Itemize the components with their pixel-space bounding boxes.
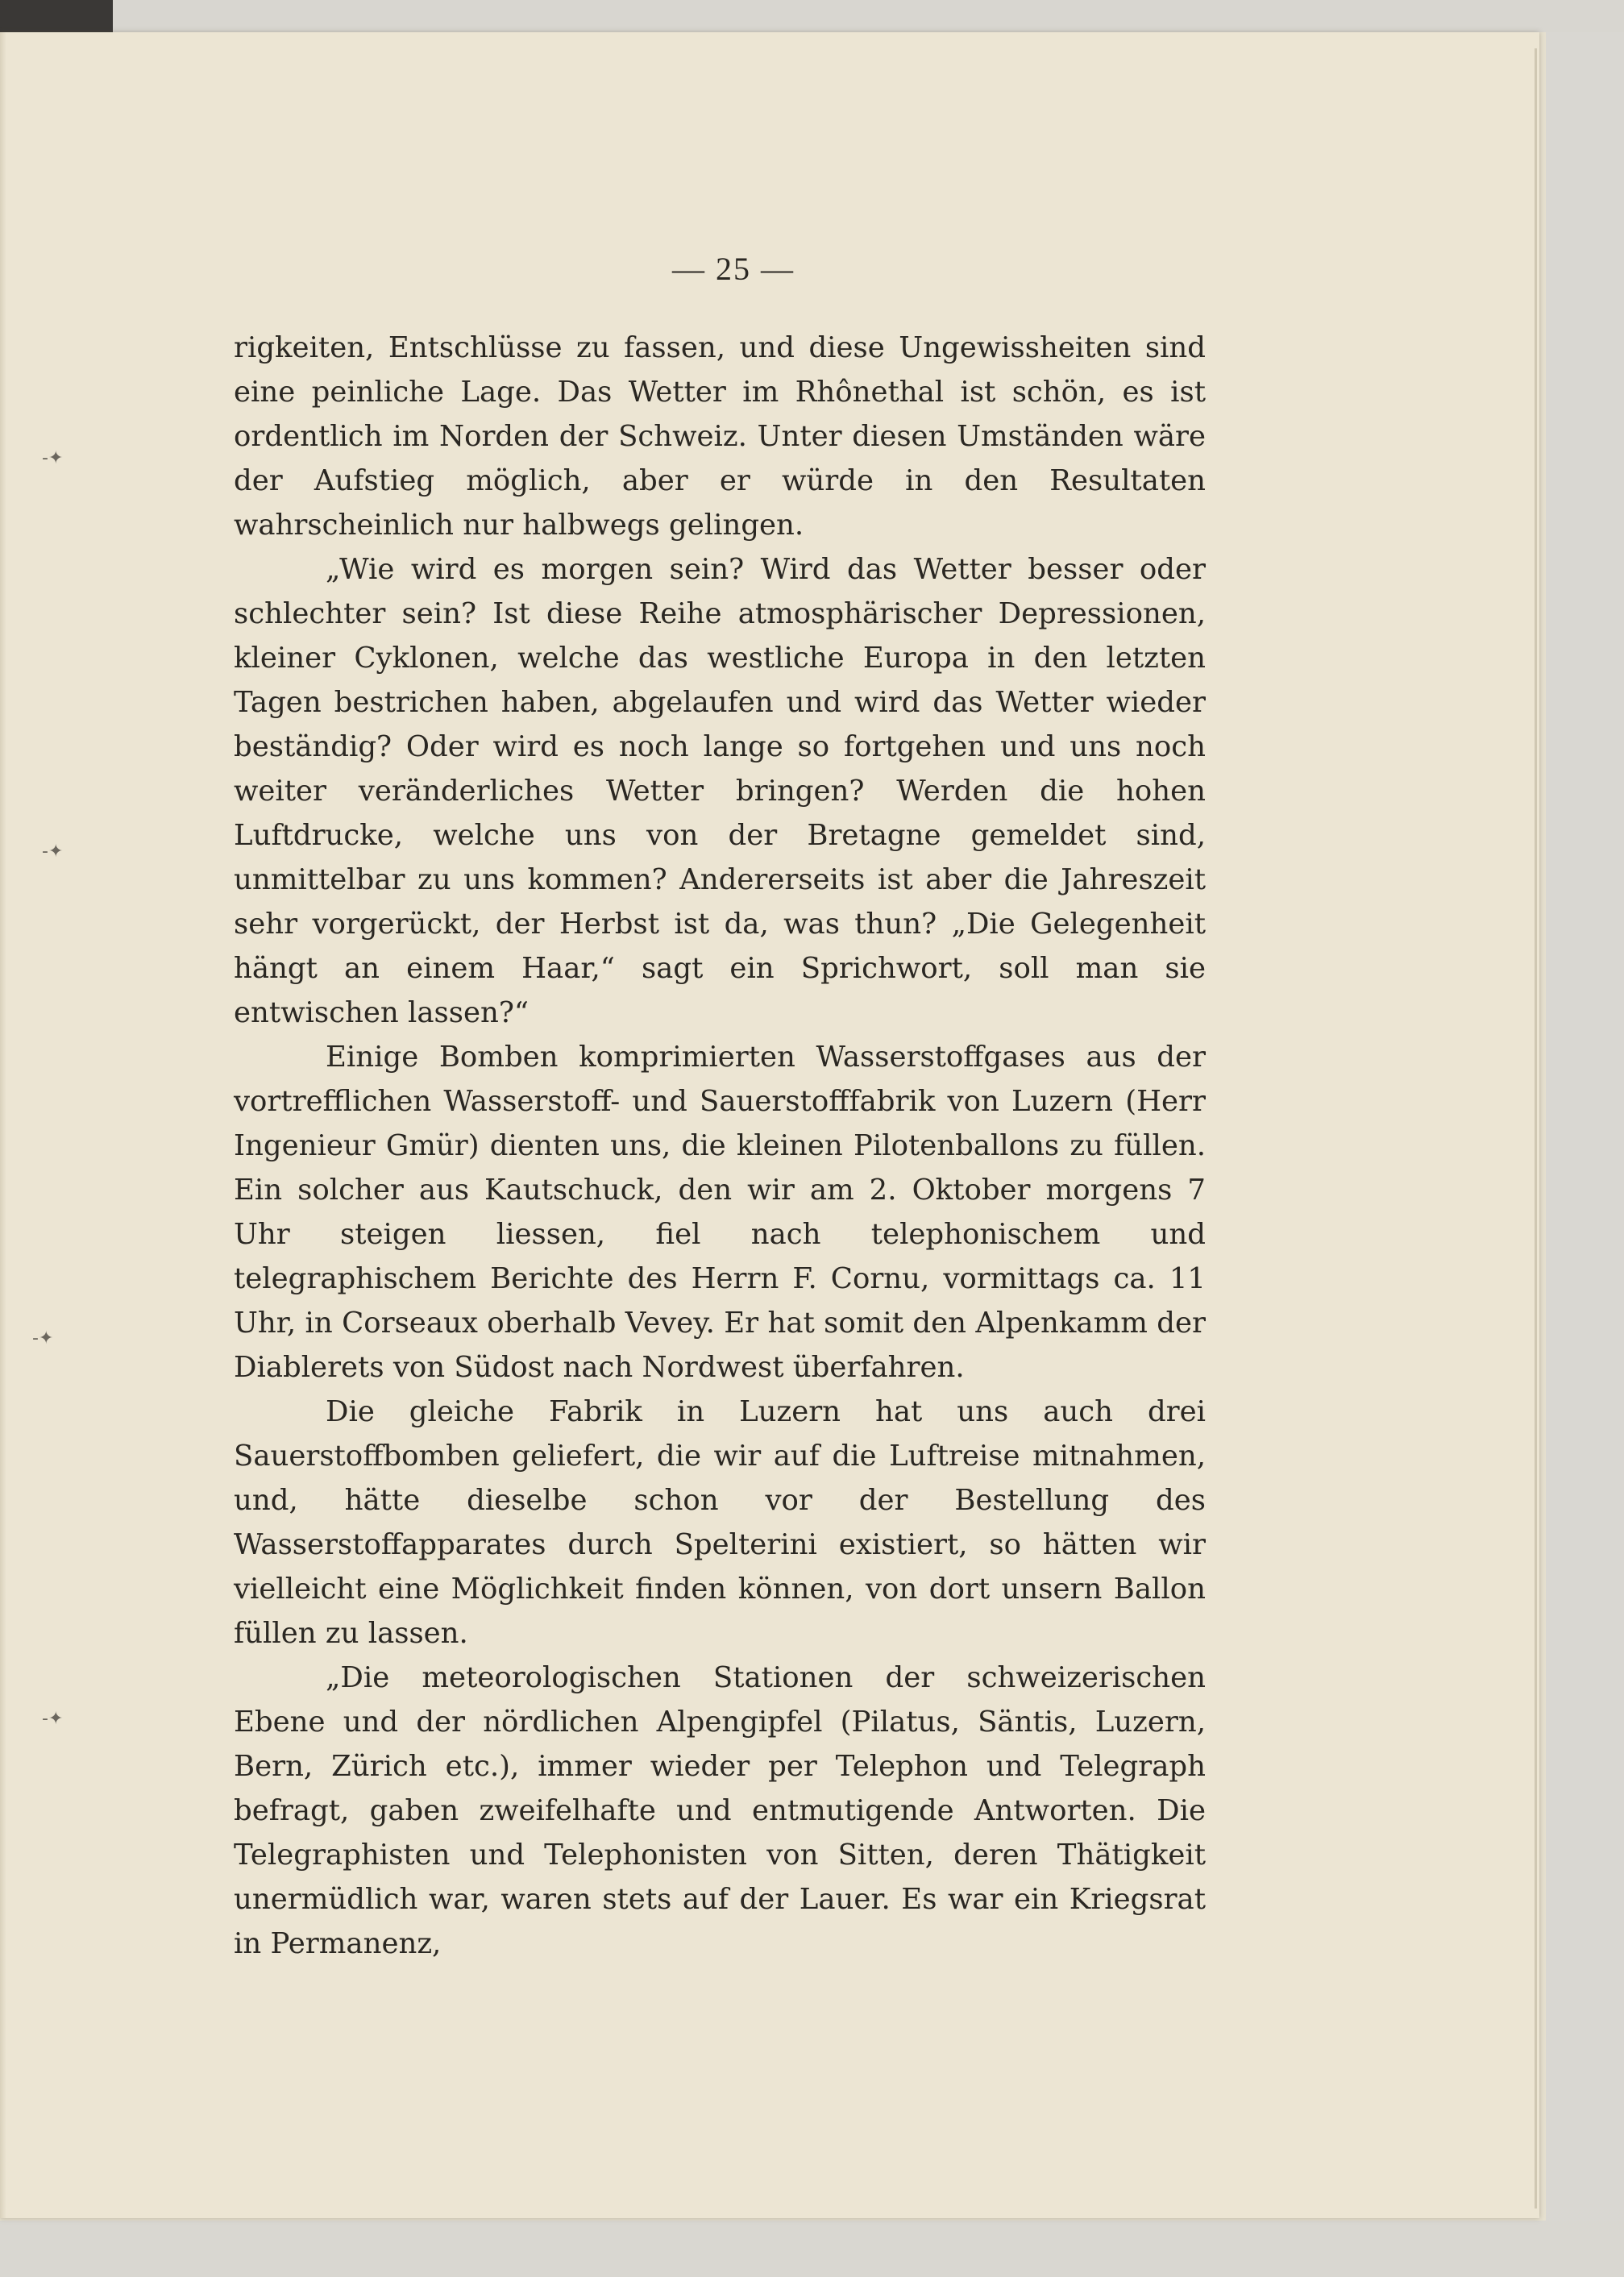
paragraph: Die gleiche Fabrik in Luzern hat uns auch drei Sauerstoffbomben geliefert, die wir auf die Luftreise mitnahmen, und, hätte dieselbe schon vor der Bestellung des Wasserstoffapparates durch Spelterini existiert, so hätten wir vielleicht eine Möglichkeit finden können, von dort unsern Ballon füllen zu lassen. [234, 1395, 1206, 1650]
paragraph: „Wie wird es morgen sein? Wird das Wetter besser oder schlechter sein? Ist diese Reihe atmosphärischer Depressionen, kleiner Cyklonen, welche das westliche Europa in den letzten Tagen bestrichen haben, abgelaufen und wird das Wetter wieder beständig? Oder wird es noch lange so fortgehen und uns noch weiter veränderliches Wetter bringen? Werden die hohen Luftdrucke, welche uns von der Bretagne gemeldet sind, unmittelbar zu uns kommen? Andererseits ist aber die Jahreszeit sehr vorgerückt, der Herbst ist da, was thun? „Die Gelegenheit hängt an einem Haar,“ sagt ein Sprichwort, soll man sie entwischen lassen?“ [234, 553, 1206, 1029]
body-text [234, 326, 1206, 1966]
margin-tick-mark: -✦ [32, 1328, 54, 1348]
paragraph: „Die meteorologischen Stationen der schweizerischen Ebene und der nördlichen Alpengipfel (Pilatus, Säntis, Luzern, Bern, Zürich etc.), immer wieder per Telephon und Telegraph befragt, gaben zweifelhafte und entmutigende Antworten. Die Telegraphisten und Telephonisten von Sitten, deren Thätigkeit unermüdlich war, waren stets auf der Lauer. Es war ein Kriegsrat in Permanenz, [234, 1661, 1206, 1960]
paragraph: rigkeiten, Entschlüsse zu fassen, und diese Ungewissheiten sind eine peinliche Lage. Das Wetter im Rhônethal ist schön, es ist ordentlich im Norden der Schweiz. Unter diesen Umständen wäre der Aufstieg möglich, aber er würde in den Resultaten wahrscheinlich nur halbwegs gelingen. [234, 331, 1206, 542]
page-gutter-shadow [0, 32, 6, 2218]
scanner-right-margin [1546, 32, 1624, 2277]
margin-tick-mark: -✦ [42, 448, 64, 468]
margin-tick-mark: -✦ [42, 1709, 64, 1729]
page-right-edge [1535, 48, 1537, 2208]
paragraph: Einige Bomben komprimierten Wasserstoffgases aus der vortrefflichen Wasserstoff- und Sauerstofffabrik von Luzern (Herr Ingenieur Gmür) dienten uns, die kleinen Pilotenballons zu füllen. Ein solcher aus Kautschuck, den wir am 2. Oktober morgens 7 Uhr steigen liessen, fiel nach telephonischem und telegraphischem Berichte des Herrn F. Cornu, vormittags ca. 11 Uhr, in Corseaux oberhalb Vevey. Er hat somit den Alpenkamm der Diablerets von Südost nach Nordwest überfahren. [234, 1041, 1206, 1384]
scanner-bottom-margin [0, 2221, 1624, 2277]
scanner-corner [0, 0, 113, 32]
margin-tick-mark: -✦ [42, 841, 64, 862]
page-number: — 25 — [672, 251, 795, 287]
scanner-top-margin [113, 0, 1624, 32]
